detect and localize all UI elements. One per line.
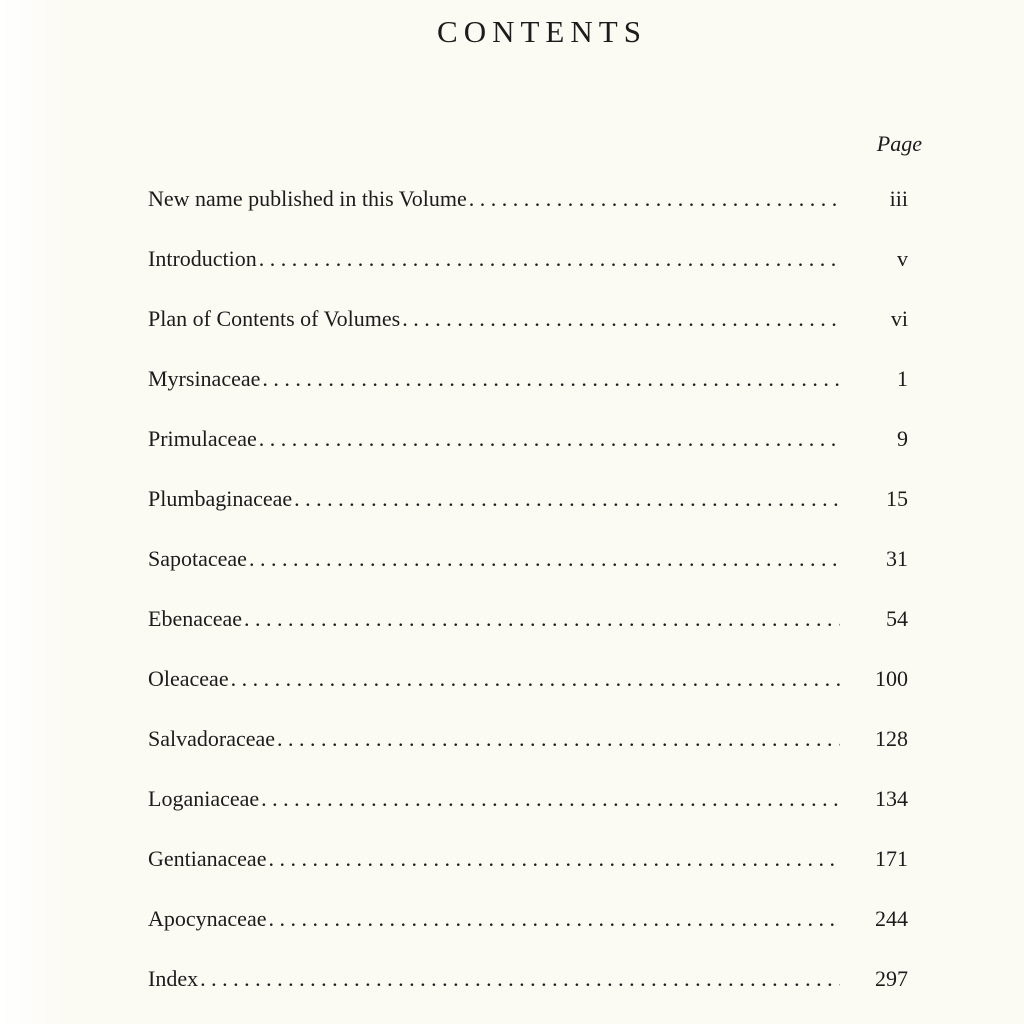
toc-entry-ebenaceae — [148, 606, 908, 666]
dot-leader — [268, 906, 840, 932]
toc-entry-plumbaginaceae — [148, 486, 908, 546]
toc-entry-index — [148, 966, 908, 1024]
dot-leader — [261, 786, 840, 812]
toc-entry-title: Introduction — [148, 246, 257, 271]
toc-entry-sapotaceae — [148, 546, 908, 606]
dot-leader — [249, 546, 840, 572]
toc-entry-page: vi — [890, 306, 908, 331]
dot-leader — [294, 486, 840, 512]
dot-leader — [259, 246, 840, 272]
dot-leader — [244, 606, 840, 632]
toc-entry-introduction — [148, 246, 908, 306]
page-title: CONTENTS — [437, 14, 647, 49]
toc-entry-page: 171 — [875, 846, 908, 871]
toc-entry-loganiaceae — [148, 786, 908, 846]
toc-entry-title: Salvadoraceae — [148, 726, 276, 751]
dot-leader — [259, 426, 840, 452]
toc-entry-page: 128 — [875, 726, 908, 751]
toc-entry-page: 297 — [875, 966, 908, 991]
toc-entry-title: Ebenaceae — [148, 606, 243, 631]
toc-entry-apocynaceae — [148, 906, 908, 966]
dot-leader — [200, 966, 840, 992]
toc-entry-title: Oleaceae — [148, 666, 229, 691]
toc-entry-new-name — [148, 186, 908, 246]
toc-entry-page: 9 — [897, 426, 908, 451]
dot-leader — [268, 846, 840, 872]
toc-entry-title: Myrsinaceae — [148, 366, 261, 391]
toc-entry-primulaceae — [148, 426, 908, 486]
page-column-heading: Page — [876, 131, 922, 156]
toc-entry-page: 1 — [897, 366, 908, 391]
toc-entry-page: 100 — [875, 666, 908, 691]
toc-entry-title: Plan of Contents of Volumes — [148, 306, 401, 331]
toc-entry-title: Loganiaceae — [148, 786, 260, 811]
toc-entry-oleaceae — [148, 666, 908, 726]
toc-entry-title: Apocynaceae — [148, 906, 267, 931]
toc-entry-title: Primulaceae — [148, 426, 257, 451]
dot-leader — [262, 366, 840, 392]
toc-entry-page: 15 — [886, 486, 908, 511]
dot-leader — [402, 306, 840, 332]
toc-entry-title: Plumbaginaceae — [148, 486, 293, 511]
toc-entry-page: 54 — [886, 606, 908, 631]
toc-entry-page: 31 — [886, 546, 908, 571]
table-of-contents — [148, 186, 908, 1024]
toc-entry-myrsinaceae — [148, 366, 908, 426]
toc-entry-salvadoraceae — [148, 726, 908, 786]
toc-entry-gentianaceae — [148, 846, 908, 906]
toc-entry-title: Index — [148, 966, 199, 991]
dot-leader — [469, 186, 840, 212]
toc-entry-title: Gentianaceae — [148, 846, 267, 871]
toc-entry-page: 244 — [875, 906, 908, 931]
dot-leader — [277, 726, 840, 752]
dot-leader — [231, 666, 840, 692]
toc-entry-page: 134 — [875, 786, 908, 811]
toc-entry-title: Sapotaceae — [148, 546, 247, 571]
toc-entry-page: v — [897, 246, 908, 271]
toc-entry-title: New name published in this Volume — [148, 186, 467, 211]
toc-entry-plan-of-contents — [148, 306, 908, 366]
toc-entry-page: iii — [889, 186, 908, 211]
